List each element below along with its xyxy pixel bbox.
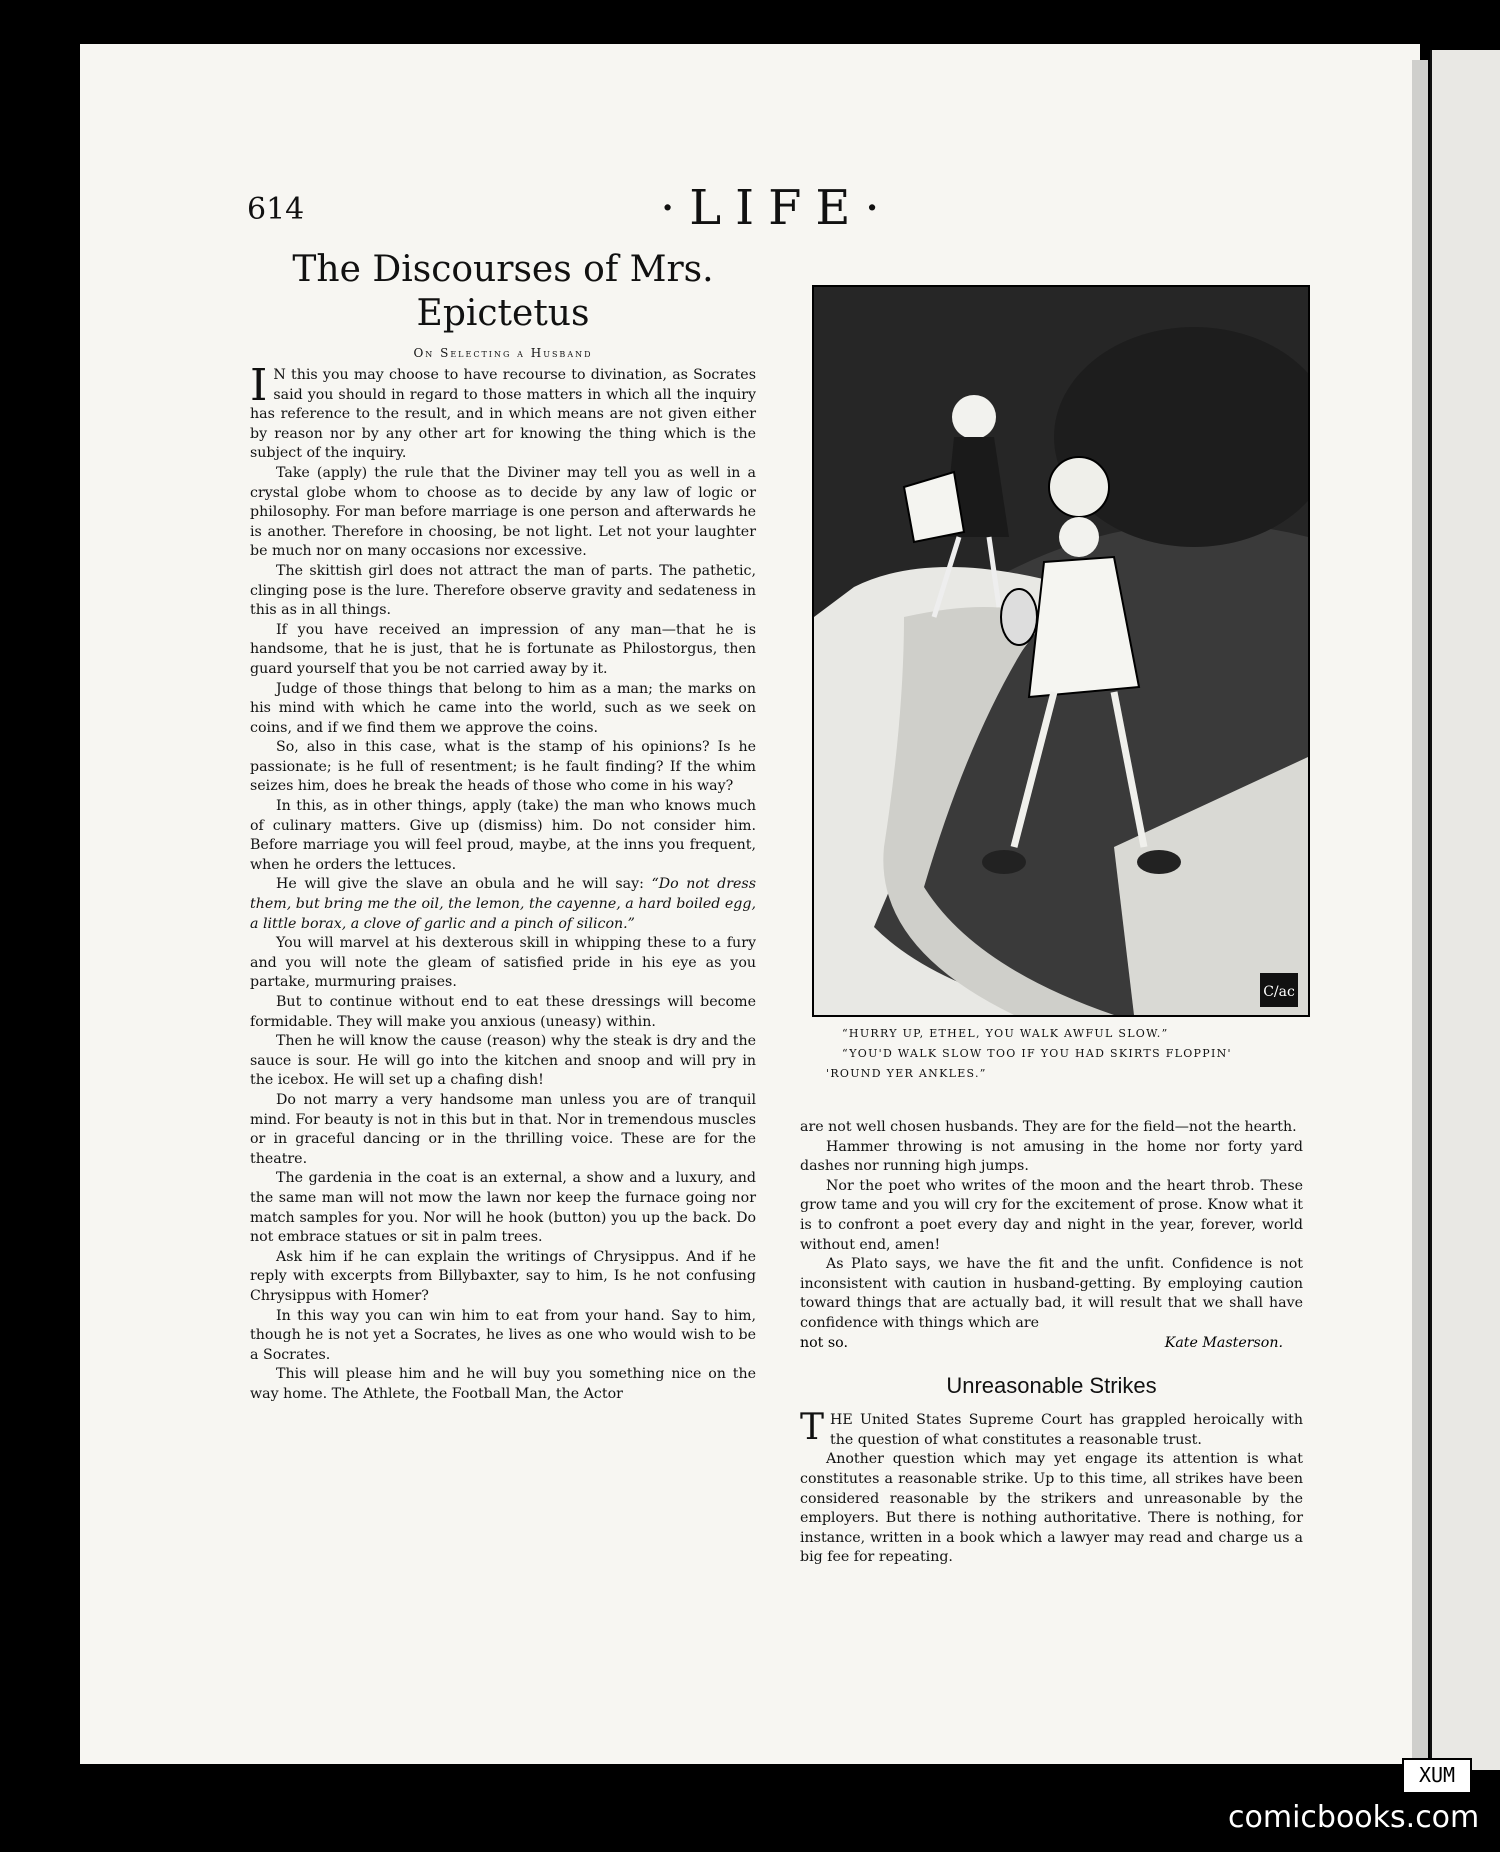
strikes-body xyxy=(800,1407,1303,1568)
illustration xyxy=(812,285,1310,1017)
paragraph: In this way you can win him to eat from your hand. Say to him, though he is not yet a Socrates, he lives as one who would wish to be a Socrates. xyxy=(250,1307,756,1363)
strikes-title: Unreasonable Strikes xyxy=(946,1373,1157,1399)
paragraph: The gardenia in the coat is an external, a show and a luxury, and the same man will not mow the lawn nor keep the furnace going nor match samples for you. Nor will he hook (button) you up the back. Do not embrace statues or sit in palm trees. xyxy=(250,1170,756,1246)
author-signature: Kate Masterson. xyxy=(1164,1334,1283,1351)
article-subtitle: On Selecting a Husband xyxy=(413,346,593,360)
artist-mark: C/ac xyxy=(1263,984,1295,1000)
drop-cap: T xyxy=(800,1407,825,1449)
paragraph: Take (apply) the rule that the Diviner may tell you as well in a crystal globe whom to choose as to decide by any law of logic or philosophy. For man before marriage is one person and afterwards he is another. Therefore in choosing, be not light. Let not your laughter be much nor on many occasions nor excessive. xyxy=(250,464,756,560)
xum-tag: XUM xyxy=(1402,1758,1472,1794)
paragraph: Another question which may yet engage its attention is what constitutes a reasonable strike. Up to this time, all strikes have been considered reasonable by the strikers and unreasonable by the employers. But there is nothing authoritative. There is nothing, for instance, written in a book which a lawyer may read and charge us a big fee for repeating. xyxy=(800,1451,1303,1566)
drop-cap: I xyxy=(250,360,268,411)
paragraph: In this, as in other things, apply (take) the man who knows much of culinary matters. Give up (dismiss) him. Do not consider him. Before marriage you will feel proud, maybe, at the inns you frequent, when he orders the lettuces. xyxy=(250,798,756,873)
paragraph: So, also in this case, what is the stamp of his opinions? Is he passionate; is he full of resentment; is he fault finding? If the whim seizes him, does he break the heads of those who come in his way? xyxy=(250,739,756,795)
caption-line: “HURRY UP, ETHEL, YOU WALK AWFUL SLOW.” xyxy=(842,1027,1169,1040)
paragraph: Judge of those things that belong to him as a man; the marks on his mind with which he came into the world, such as we seek on coins, and if we find them we approve the coins. xyxy=(250,680,756,736)
masthead: ·LIFE· xyxy=(660,180,894,236)
paragraph: If you have received an impression of any man—that he is handsome, that he is just, that he is fortunate as Philostorgus, then guard yourself that you be not carried away by it. xyxy=(250,621,756,677)
paragraph: Nor the poet who writes of the moon and the heart throb. These grow tame and you will cry for the excitement of prose. Know what it is to confront a poet every day and night in the year, forever, world without end, amen! xyxy=(800,1177,1303,1253)
paragraph: As Plato says, we have the fit and the unfit. Confidence is not inconsistent with caution in husband-getting. By employing caution toward things that are actually bad, it will result that we shall have confidence with things which are xyxy=(800,1256,1303,1331)
article-title-line1: The Discourses of Mrs. xyxy=(292,249,714,290)
paragraph: Do not marry a very handsome man unless you are of tranquil mind. For beauty is not in this but in that. Nor in tremendous muscles or in graceful dancing or in the thrilling voice. These are for the theatre. xyxy=(250,1091,756,1167)
paragraph: are not well chosen husbands. They are for the field—not the hearth. xyxy=(800,1119,1297,1135)
paragraph: Hammer throwing is not amusing in the home nor forty yard dashes nor running high jumps. xyxy=(800,1138,1303,1175)
paragraph: Then he will know the cause (reason) why the steak is dry and the sauce is sour. He will go into the kitchen and snoop and will pry in the icebox. He will set up a chafing dish! xyxy=(250,1033,756,1089)
article-body xyxy=(250,360,756,1404)
site-watermark: comicbooks.com xyxy=(1228,1800,1480,1835)
paragraph: I N this you may choose to have recourse to divination, as Socrates said you should in regard to those matters in which all the inquiry has reference to the result, and in which means are not given either by reason nor by any other art for knowing the thing which is the subject of the inquiry. xyxy=(250,360,756,462)
caption-line: 'ROUND YER ANKLES.” xyxy=(826,1067,987,1080)
article-title-line2: Epictetus xyxy=(416,293,590,334)
article-column-left xyxy=(250,248,756,1404)
paragraph: The skittish girl does not attract the man of parts. The pathetic, clinging pose is the lure. Therefore observe gravity and sedateness in this as in all things. xyxy=(250,562,756,619)
page-number: 614 xyxy=(247,192,305,227)
paragraph: This will please him and he will buy you something nice on the way home. The Athlete, the Football Man, the Actor xyxy=(250,1366,756,1402)
paragraph: But to continue without end to eat these dressings will become formidable. They will make you anxious (uneasy) within. xyxy=(250,994,756,1030)
signature-row xyxy=(800,1334,1303,1354)
facing-page-edge xyxy=(1430,50,1500,1770)
paragraph: Ask him if he can explain the writings of Chrysippus. And if he reply with excerpts from Billybaxter, say to him, Is he not confusing Chrysippus with Homer? xyxy=(250,1248,756,1304)
paragraph: You will marvel at his dexterous skill in whipping these to a fury and you will note the gleam of satisfied pride in his eye as you partake, murmuring praises. xyxy=(250,935,756,991)
illustration-caption xyxy=(826,1024,1316,1084)
article-title xyxy=(250,248,756,336)
paragraph-quote: He will give the slave an obula and he will say: “Do not dress them, but bring me the oil, the lemon, the cayenne, a hard boiled egg, a little borax, a clove of garlic and a pinch of silicon.” xyxy=(250,876,756,932)
last-line: not so. xyxy=(800,1334,848,1351)
paragraph: THE United States Supreme Court has grappled heroically with the question of what constitutes a reasonable trust. xyxy=(800,1407,1303,1449)
caption-line: “YOU'D WALK SLOW TOO IF YOU HAD SKIRTS FLOPPIN' xyxy=(842,1047,1232,1060)
illustration-drawing xyxy=(814,287,1308,1015)
article-column-right xyxy=(800,1118,1303,1568)
page-gutter xyxy=(1412,60,1428,1760)
